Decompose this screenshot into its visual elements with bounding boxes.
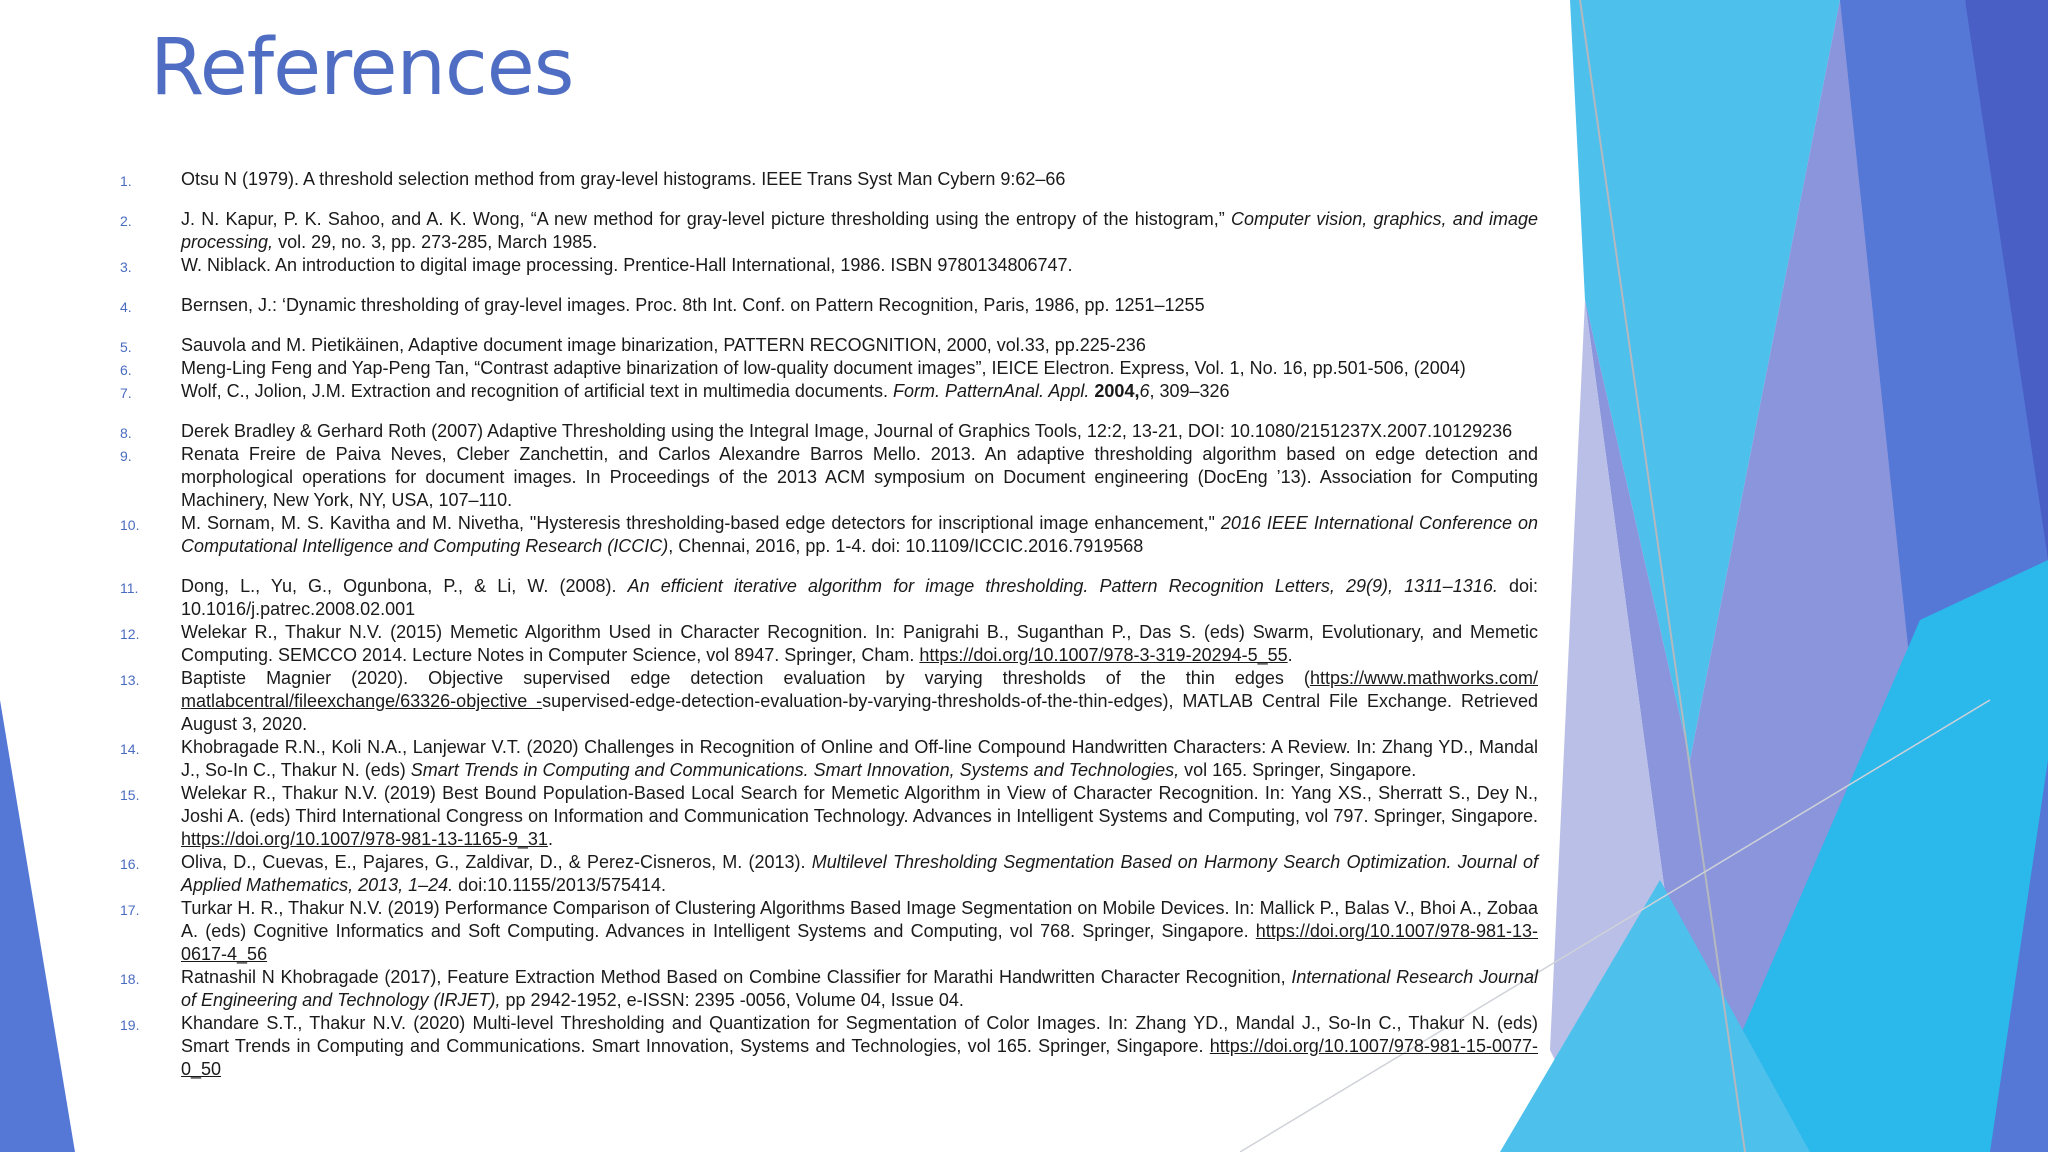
reference-text	[181, 622, 1538, 665]
reference-text	[181, 668, 1538, 734]
reference-number: 10.	[120, 517, 140, 533]
reference-text	[181, 421, 1512, 441]
reference-item	[120, 851, 1538, 897]
reference-text	[181, 358, 1466, 378]
reference-item	[120, 420, 1538, 443]
reference-text	[181, 783, 1538, 849]
slide-title: References	[150, 23, 574, 113]
reference-link[interactable]: https://doi.org/10.1007/978-981-13-0617-4_56	[181, 921, 1538, 964]
reference-number: 2.	[120, 213, 132, 229]
reference-item	[120, 897, 1538, 966]
reference-text	[181, 1013, 1538, 1079]
reference-text	[181, 576, 1538, 619]
reference-number: 16.	[120, 856, 140, 872]
reference-item	[120, 667, 1538, 736]
reference-item	[120, 782, 1538, 851]
reference-item	[120, 380, 1538, 403]
reference-segment: Welekar R., Thakur N.V. (2019) Best Bound Population-Based Local Search for Memetic Algorithm in View of Character Recognition. In: Yang XS., Sherratt S., Dey N., Joshi A. (eds) Third International Congress on Information and Communication Technology. Advances in Intelligent Systems and Computing, vol 797. Springer, Singapore.	[181, 783, 1538, 826]
reference-number: 4.	[120, 299, 132, 315]
reference-bold-segment: 2004,	[1094, 381, 1140, 401]
reference-italic-segment: An efficient iterative algorithm for image thresholding. Pattern Recognition Letters, 29(9), 1311–1316.	[627, 576, 1498, 596]
reference-segment: Ratnashil N Khobragade (2017), Feature Extraction Method Based on Combine Classifier for Marathi Handwritten Character Recognition,	[181, 967, 1292, 987]
reference-segment: doi:10.1155/2013/575414.	[453, 875, 667, 895]
reference-number: 17.	[120, 902, 140, 918]
reference-segment: vol. 29, no. 3, pp. 273-285, March 1985.	[273, 232, 598, 252]
reference-item	[120, 966, 1538, 1012]
reference-segment: .	[547, 829, 553, 849]
reference-item	[120, 443, 1538, 512]
left-accent-shape	[0, 700, 75, 1152]
reference-item	[120, 512, 1538, 558]
reference-italic-segment: Form. PatternAnal. Appl.	[892, 381, 1090, 401]
reference-segment: Khobragade R.N., Koli N.A., Lanjewar V.T. (2020) Challenges in Recognition of Online and Off-line Compound Handwritten Characters: A Review. In: Zhang YD., Mandal J., So-In C., Thakur N. (eds)	[181, 737, 1538, 780]
reference-text	[181, 335, 1146, 355]
reference-text	[181, 852, 1538, 895]
reference-link[interactable]: https://doi.org/10.1007/978-981-13-1165-9_31	[181, 829, 548, 849]
reference-segment: J. N. Kapur, P. K. Sahoo, and A. K. Wong, “A new method for gray-level picture thresholding using the entropy of the histogram,”	[181, 209, 1231, 229]
reference-item	[120, 357, 1538, 380]
reference-segment: Sauvola and M. Pietikäinen, Adaptive document image binarization, PATTERN RECOGNITION, 2000, vol.33, pp.225-236	[181, 335, 1146, 355]
reference-italic-segment: 2016 IEEE International Conference on Computational Intelligence and Computing Research (ICCIC)	[181, 513, 1539, 556]
reference-item	[120, 1012, 1538, 1081]
reference-segment: Baptiste Magnier (2020). Objective supervised edge detection evaluation by varying thresholds of the thin edges (	[181, 668, 1310, 688]
reference-text	[181, 967, 1538, 1010]
reference-text	[181, 295, 1205, 315]
reference-segment: Wolf, C., Jolion, J.M. Extraction and recognition of artificial text in multimedia documents.	[181, 381, 893, 401]
reference-number: 12.	[120, 626, 140, 642]
references-list	[120, 168, 1538, 1081]
reference-italic-segment: 6	[1139, 381, 1150, 401]
reference-number: 7.	[120, 385, 132, 401]
reference-number: 18.	[120, 971, 140, 987]
reference-segment: Welekar R., Thakur N.V. (2015) Memetic Algorithm Used in Character Recognition. In: Panigrahi B., Suganthan P., Das S. (eds) Swarm, Evolutionary, and Memetic Computing. SEMCCO 2014. Lecture Notes in Computer Science, vol 8947. Springer, Cham.	[181, 622, 1538, 665]
reference-segment: W. Niblack. An introduction to digital image processing. Prentice-Hall International, 1986. ISBN 9780134806747.	[181, 255, 1073, 275]
reference-segment: Oliva, D., Cuevas, E., Pajares, G., Zaldivar, D., & Perez-Cisneros, M. (2013).	[181, 852, 812, 872]
reference-segment: Turkar H. R., Thakur N.V. (2019) Performance Comparison of Clustering Algorithms Based Image Segmentation on Mobile Devices. In: Mallick P., Balas V., Bhoi A., Zobaa A. (eds) Cognitive Informatics and Soft Computing. Advances in Intelligent Systems and Computing, vol 768. Springer, Singapore.	[181, 898, 1538, 941]
reference-number: 1.	[120, 173, 132, 189]
reference-segment: .	[1287, 645, 1293, 665]
reference-item	[120, 575, 1538, 621]
reference-item	[120, 334, 1538, 357]
reference-number: 5.	[120, 339, 132, 355]
reference-segment: , 309–326	[1149, 381, 1230, 401]
reference-italic-segment: International Research Journal of Engineering and Technology (IRJET),	[181, 967, 1538, 1010]
reference-segment: Otsu N (1979). A threshold selection method from gray-level histograms. IEEE Trans Syst Man Cybern 9:62–66	[181, 169, 1066, 189]
reference-item	[120, 294, 1538, 317]
reference-italic-segment: Smart Trends in Computing and Communications. Smart Innovation, Systems and Technologies,	[410, 760, 1180, 780]
reference-number: 11.	[120, 580, 139, 596]
reference-segment: supervised-edge-detection-evaluation-by-varying-thresholds-of-the-thin-edges), MATLAB Central File Exchange. Retrieved August 3, 2020.	[181, 691, 1538, 734]
reference-text	[181, 444, 1538, 510]
reference-segment: Bernsen, J.: ‘Dynamic thresholding of gray-level images. Proc. 8th Int. Conf. on Pattern Recognition, Paris, 1986, pp. 1251–1255	[181, 295, 1205, 315]
reference-text	[181, 737, 1538, 780]
reference-segment: pp 2942-1952, e-ISSN: 2395 -0056, Volume 04, Issue 04.	[500, 990, 964, 1010]
reference-text	[181, 381, 1230, 401]
reference-segment: Renata Freire de Paiva Neves, Cleber Zanchettin, and Carlos Alexandre Barros Mello. 2013. An adaptive thresholding algorithm based on edge detection and morphological operations for document images. In Proceedings of the 2013 ACM symposium on Document engineering (DocEng ’13). Association for Computing Machinery, New York, NY, USA, 107–110.	[181, 444, 1538, 510]
reference-number: 3.	[120, 259, 132, 275]
reference-item	[120, 736, 1538, 782]
reference-link[interactable]: https://doi.org/10.1007/978-981-15-0077-0_50	[181, 1036, 1538, 1079]
reference-segment: doi: 10.1016/j.patrec.2008.02.001	[181, 576, 1538, 619]
reference-number: 6.	[120, 362, 132, 378]
reference-item	[120, 254, 1538, 277]
reference-number: 14.	[120, 741, 140, 757]
reference-number: 9.	[120, 448, 132, 464]
reference-number: 8.	[120, 425, 132, 441]
reference-segment: Khandare S.T., Thakur N.V. (2020) Multi-level Thresholding and Quantization for Segmentation of Color Images. In: Zhang YD., Mandal J., So-In C., Thakur N. (eds) Smart Trends in Computing and Communications. Smart Innovation, Systems and Technologies, vol 165. Springer, Singapore.	[181, 1013, 1538, 1056]
reference-segment: Meng-Ling Feng and Yap-Peng Tan, “Contrast adaptive binarization of low-quality document images”, IEICE Electron. Express, Vol. 1, No. 16, pp.501-506, (2004)	[181, 358, 1466, 378]
reference-link[interactable]: https://www.mathworks.com/ matlabcentral/fileexchange/63326-objective -	[181, 668, 1538, 711]
reference-text	[181, 898, 1538, 964]
reference-segment: , Chennai, 2016, pp. 1-4. doi: 10.1109/ICCIC.2016.7919568	[668, 536, 1144, 556]
reference-item	[120, 621, 1538, 667]
reference-text	[181, 169, 1065, 189]
reference-link[interactable]: https://doi.org/10.1007/978-3-319-20294-5_55	[919, 645, 1288, 665]
reference-text	[181, 209, 1538, 252]
reference-segment: Derek Bradley & Gerhard Roth (2007) Adaptive Thresholding using the Integral Image, Journal of Graphics Tools, 12:2, 13-21, DOI: 10.1080/2151237X.2007.10129236	[181, 421, 1513, 441]
reference-segment: vol 165. Springer, Singapore.	[1179, 760, 1417, 780]
reference-number: 15.	[120, 787, 140, 803]
reference-italic-segment: Multilevel Thresholding Segmentation Based on Harmony Search Optimization. Journal of Applied Mathematics, 2013, 1–24.	[181, 852, 1538, 895]
reference-item	[120, 168, 1538, 191]
reference-italic-segment: Computer vision, graphics, and image processing,	[181, 209, 1538, 252]
reference-text	[181, 255, 1073, 275]
reference-text	[181, 513, 1538, 556]
reference-number: 13.	[120, 672, 140, 688]
reference-item	[120, 208, 1538, 254]
reference-segment: Dong, L., Yu, G., Ogunbona, P., & Li, W. (2008).	[181, 576, 628, 596]
reference-segment: M. Sornam, M. S. Kavitha and M. Nivetha, "Hysteresis thresholding-based edge detectors for inscriptional image enhancement,"	[181, 513, 1221, 533]
reference-number: 19.	[120, 1017, 140, 1033]
